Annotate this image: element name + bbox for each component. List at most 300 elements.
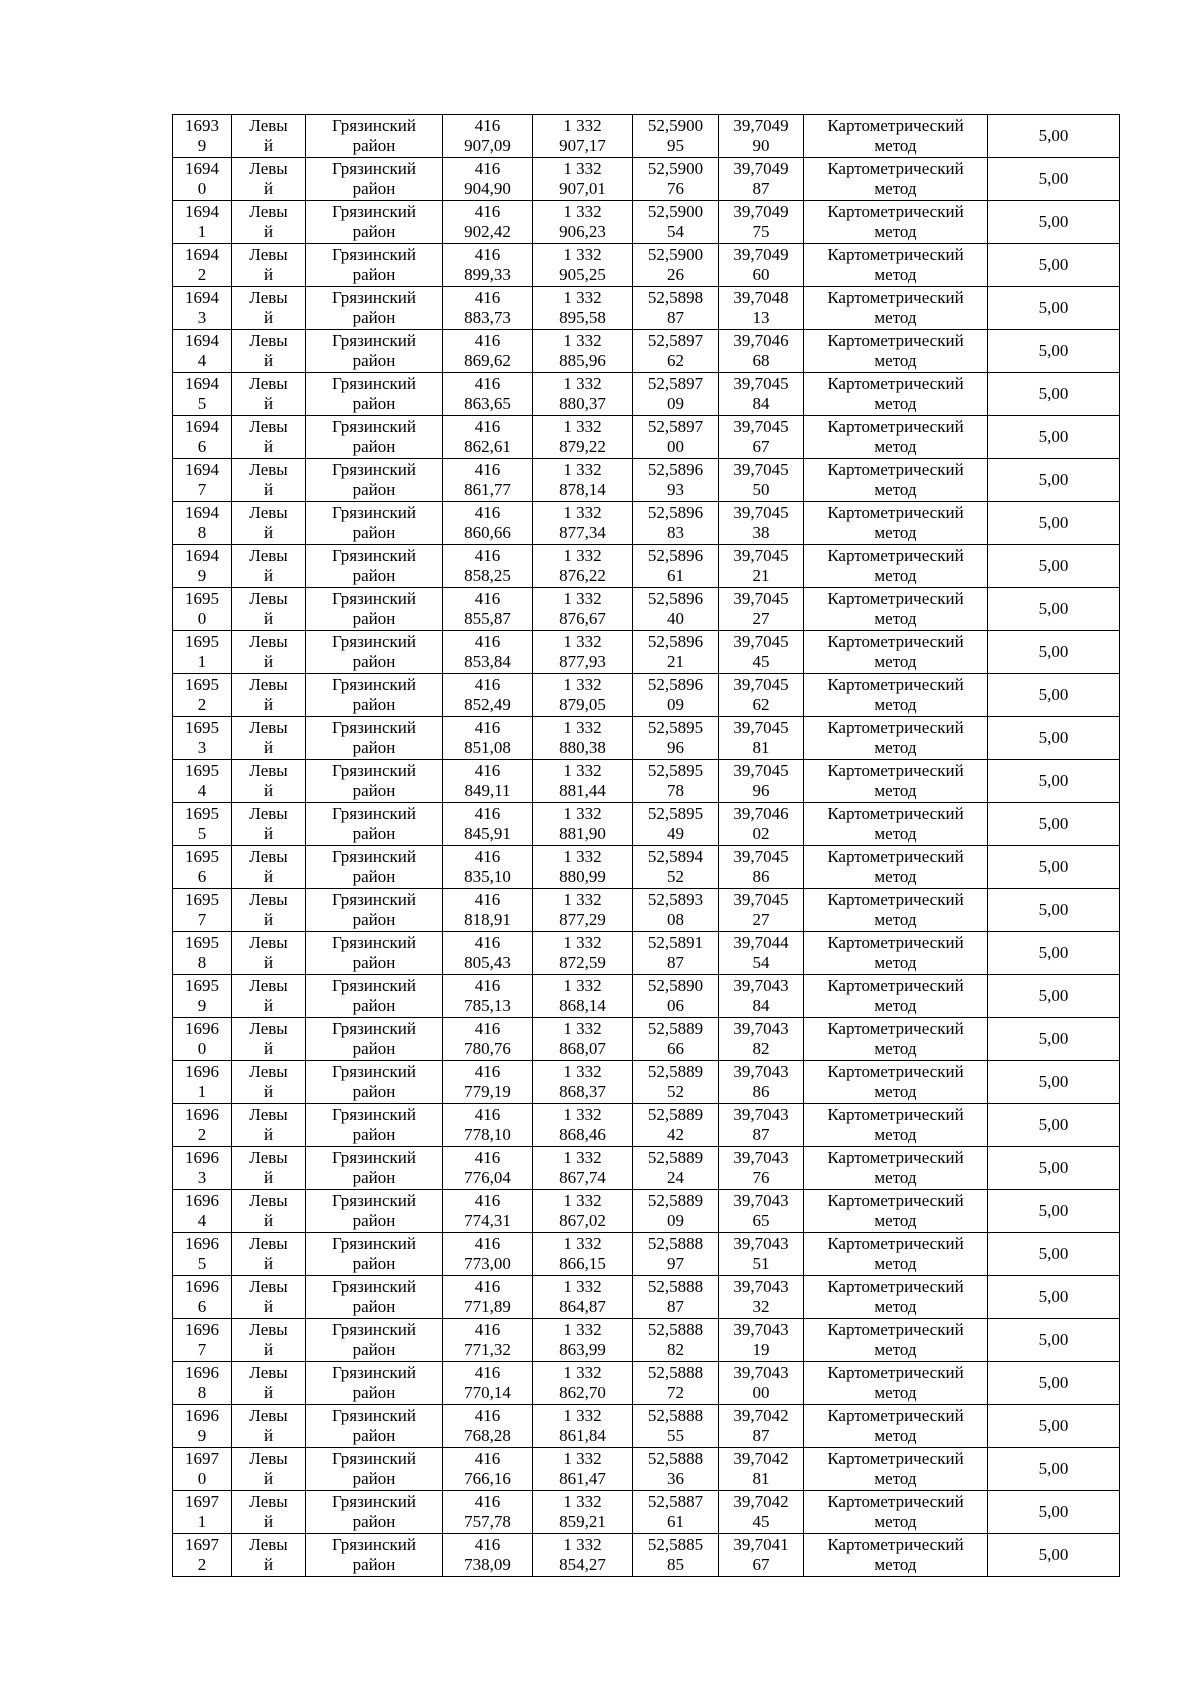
cell-text: 5,00: [1038, 1029, 1069, 1048]
cell-text: 416: [474, 804, 501, 823]
cell-text: 852,49: [464, 695, 511, 714]
cell-point-number: [173, 1319, 232, 1362]
cell-side: [232, 1104, 306, 1147]
cell-text: метод: [874, 222, 917, 241]
cell-text: 416: [474, 460, 501, 479]
cell-text: район: [352, 566, 396, 585]
cell-text: 13: [752, 308, 770, 327]
cell-text: 5,00: [1038, 986, 1069, 1005]
cell-y-coordinate: [533, 631, 633, 674]
cell-text: Левы: [249, 374, 288, 393]
cell-district: [306, 545, 443, 588]
cell-text: 52,5897: [647, 374, 704, 393]
cell-text: 5: [197, 1254, 207, 1273]
cell-point-number: [173, 717, 232, 760]
table-row: [173, 1276, 1120, 1319]
cell-point-number: [173, 803, 232, 846]
cell-text: Левы: [249, 1105, 288, 1124]
cell-text: 845,91: [464, 824, 511, 843]
coordinates-table: [172, 114, 1120, 1577]
cell-text: 39,7043: [733, 1062, 789, 1081]
cell-text: 1 332: [563, 1148, 602, 1167]
cell-method: [804, 588, 988, 631]
cell-text: район: [352, 910, 396, 929]
cell-text: 1 332: [563, 1406, 602, 1425]
cell-text: 1694: [185, 417, 219, 436]
cell-text: 872,59: [559, 953, 606, 972]
cell-method: [804, 674, 988, 717]
cell-text: й: [263, 1555, 274, 1574]
cell-latitude: [633, 846, 719, 889]
cell-text: район: [352, 1469, 396, 1488]
cell-text: 880,99: [559, 867, 606, 886]
cell-text: 75: [752, 222, 770, 241]
cell-text: 416: [474, 1406, 501, 1425]
cell-side: [232, 932, 306, 975]
cell-latitude: [633, 287, 719, 330]
cell-district: [306, 330, 443, 373]
table-row: [173, 459, 1120, 502]
cell-y-coordinate: [533, 416, 633, 459]
cell-text: 7: [197, 1340, 207, 1359]
cell-y-coordinate: [533, 1018, 633, 1061]
cell-text: 39,7046: [733, 804, 789, 823]
cell-side: [232, 416, 306, 459]
cell-x-coordinate: [443, 760, 533, 803]
cell-x-coordinate: [443, 502, 533, 545]
cell-text: 00: [667, 437, 684, 456]
cell-y-coordinate: [533, 932, 633, 975]
cell-text: Картометрический: [827, 890, 964, 909]
cell-text: Левы: [249, 1449, 288, 1468]
cell-x-coordinate: [443, 975, 533, 1018]
cell-text: 805,43: [464, 953, 511, 972]
cell-text: 6: [197, 437, 207, 456]
cell-longitude: [719, 244, 804, 287]
cell-text: 774,31: [464, 1211, 511, 1230]
cell-accuracy: [988, 545, 1120, 588]
cell-text: 757,78: [464, 1512, 511, 1531]
cell-text: 50: [752, 480, 770, 499]
cell-longitude: [719, 545, 804, 588]
cell-text: 907,17: [559, 136, 606, 155]
cell-method: [804, 1104, 988, 1147]
cell-text: 87: [752, 1125, 770, 1144]
cell-text: 52: [667, 867, 684, 886]
cell-longitude: [719, 1448, 804, 1491]
cell-accuracy: [988, 588, 1120, 631]
cell-text: 1697: [185, 1449, 219, 1468]
cell-text: 8: [197, 953, 207, 972]
cell-text: 416: [474, 761, 501, 780]
cell-text: й: [263, 1082, 274, 1101]
cell-text: 83: [667, 523, 684, 542]
cell-text: 2: [197, 1125, 207, 1144]
cell-side: [232, 1061, 306, 1104]
cell-text: й: [263, 1469, 274, 1488]
cell-district: [306, 674, 443, 717]
cell-text: метод: [874, 1211, 917, 1230]
cell-text: 1: [197, 1082, 207, 1101]
cell-point-number: [173, 1534, 232, 1577]
cell-text: Картометрический: [827, 1191, 964, 1210]
cell-accuracy: [988, 1276, 1120, 1319]
cell-text: Левы: [249, 589, 288, 608]
cell-text: 5,00: [1038, 1330, 1069, 1349]
cell-text: 1 332: [563, 933, 602, 952]
cell-text: Картометрический: [827, 546, 964, 565]
cell-text: Грязинский: [332, 847, 416, 866]
cell-method: [804, 846, 988, 889]
cell-text: метод: [874, 1340, 917, 1359]
cell-text: 771,32: [464, 1340, 511, 1359]
cell-longitude: [719, 459, 804, 502]
cell-text: район: [352, 1254, 396, 1273]
cell-text: метод: [874, 1168, 917, 1187]
cell-text: 1696: [185, 1191, 219, 1210]
cell-text: метод: [874, 1039, 917, 1058]
cell-x-coordinate: [443, 287, 533, 330]
cell-y-coordinate: [533, 287, 633, 330]
cell-text: Левы: [249, 116, 288, 135]
cell-text: 1695: [185, 761, 219, 780]
cell-text: 95: [667, 136, 684, 155]
cell-text: 39,7041: [733, 1535, 789, 1554]
cell-text: 67: [752, 1555, 770, 1574]
cell-x-coordinate: [443, 1276, 533, 1319]
cell-district: [306, 502, 443, 545]
cell-accuracy: [988, 803, 1120, 846]
cell-text: 416: [474, 1105, 501, 1124]
cell-text: 902,42: [464, 222, 511, 241]
cell-text: Грязинский: [332, 1492, 416, 1511]
cell-method: [804, 803, 988, 846]
cell-side: [232, 846, 306, 889]
cell-text: метод: [874, 1383, 917, 1402]
cell-text: 5,00: [1038, 943, 1069, 962]
cell-text: 1694: [185, 460, 219, 479]
cell-y-coordinate: [533, 975, 633, 1018]
cell-district: [306, 1405, 443, 1448]
cell-text: район: [352, 1125, 396, 1144]
cell-text: Картометрический: [827, 245, 964, 264]
cell-district: [306, 1061, 443, 1104]
cell-y-coordinate: [533, 158, 633, 201]
cell-side: [232, 1018, 306, 1061]
cell-text: 864,87: [559, 1297, 606, 1316]
cell-text: 860,66: [464, 523, 511, 542]
cell-district: [306, 588, 443, 631]
cell-text: 52,5896: [647, 675, 704, 694]
cell-y-coordinate: [533, 1061, 633, 1104]
cell-text: район: [352, 265, 396, 284]
cell-method: [804, 502, 988, 545]
cell-text: 1695: [185, 847, 219, 866]
cell-x-coordinate: [443, 1104, 533, 1147]
cell-text: 1: [197, 222, 207, 241]
cell-text: 416: [474, 331, 501, 350]
cell-latitude: [633, 1104, 719, 1147]
cell-accuracy: [988, 1491, 1120, 1534]
cell-text: Картометрический: [827, 1105, 964, 1124]
cell-text: й: [263, 1125, 274, 1144]
cell-text: 39,7045: [733, 417, 789, 436]
cell-text: 1 332: [563, 718, 602, 737]
cell-method: [804, 717, 988, 760]
cell-text: 1694: [185, 245, 219, 264]
cell-text: 5,00: [1038, 212, 1069, 231]
cell-text: 39,7045: [733, 546, 789, 565]
cell-text: Левы: [249, 1191, 288, 1210]
cell-text: Левы: [249, 331, 288, 350]
cell-text: 21: [752, 566, 770, 585]
cell-text: 1 332: [563, 976, 602, 995]
cell-text: 879,22: [559, 437, 606, 456]
cell-accuracy: [988, 631, 1120, 674]
cell-text: 84: [752, 996, 770, 1015]
cell-text: 1 332: [563, 804, 602, 823]
cell-x-coordinate: [443, 631, 533, 674]
table-row: [173, 1491, 1120, 1534]
cell-text: Грязинский: [332, 1320, 416, 1339]
cell-text: й: [263, 695, 274, 714]
cell-text: 8: [197, 1383, 207, 1402]
table-row: [173, 1233, 1120, 1276]
cell-text: 416: [474, 1148, 501, 1167]
cell-text: 9: [197, 996, 207, 1015]
cell-accuracy: [988, 760, 1120, 803]
cell-longitude: [719, 287, 804, 330]
cell-text: 19: [752, 1340, 770, 1359]
cell-text: 1 332: [563, 675, 602, 694]
cell-latitude: [633, 1491, 719, 1534]
cell-text: й: [263, 1211, 274, 1230]
cell-y-coordinate: [533, 115, 633, 158]
cell-text: 81: [752, 738, 770, 757]
cell-text: й: [263, 222, 274, 241]
cell-text: 868,14: [559, 996, 606, 1015]
cell-text: 5,00: [1038, 771, 1069, 790]
cell-text: 4: [197, 1211, 207, 1230]
cell-text: 52,5896: [647, 546, 704, 565]
cell-longitude: [719, 1491, 804, 1534]
cell-text: Левы: [249, 933, 288, 952]
cell-text: метод: [874, 566, 917, 585]
cell-text: 877,29: [559, 910, 606, 929]
cell-text: 39,7043: [733, 976, 789, 995]
cell-text: район: [352, 1082, 396, 1101]
cell-longitude: [719, 846, 804, 889]
cell-y-coordinate: [533, 330, 633, 373]
cell-text: 39,7048: [733, 288, 789, 307]
cell-text: 863,99: [559, 1340, 606, 1359]
cell-text: 416: [474, 1062, 501, 1081]
cell-accuracy: [988, 502, 1120, 545]
cell-text: й: [263, 1168, 274, 1187]
cell-text: 416: [474, 718, 501, 737]
cell-text: 1 332: [563, 417, 602, 436]
cell-accuracy: [988, 1018, 1120, 1061]
cell-side: [232, 1362, 306, 1405]
cell-district: [306, 244, 443, 287]
cell-longitude: [719, 760, 804, 803]
cell-text: 854,27: [559, 1555, 606, 1574]
cell-text: метод: [874, 867, 917, 886]
cell-text: Картометрический: [827, 460, 964, 479]
cell-text: 5,00: [1038, 1459, 1069, 1478]
cell-x-coordinate: [443, 201, 533, 244]
cell-text: 78: [667, 781, 684, 800]
cell-text: 52,5894: [647, 847, 704, 866]
cell-text: 1 332: [563, 1277, 602, 1296]
cell-text: 785,13: [464, 996, 511, 1015]
cell-text: 416: [474, 159, 501, 178]
cell-text: 5,00: [1038, 341, 1069, 360]
cell-text: район: [352, 996, 396, 1015]
cell-text: 76: [752, 1168, 770, 1187]
cell-side: [232, 1448, 306, 1491]
cell-text: 5,00: [1038, 1416, 1069, 1435]
cell-text: 906,23: [559, 222, 606, 241]
cell-point-number: [173, 1362, 232, 1405]
cell-y-coordinate: [533, 201, 633, 244]
cell-x-coordinate: [443, 846, 533, 889]
cell-district: [306, 760, 443, 803]
table-row: [173, 545, 1120, 588]
cell-method: [804, 631, 988, 674]
cell-text: метод: [874, 1254, 917, 1273]
cell-point-number: [173, 1147, 232, 1190]
cell-district: [306, 158, 443, 201]
cell-point-number: [173, 244, 232, 287]
cell-text: 5,00: [1038, 1244, 1069, 1263]
cell-x-coordinate: [443, 588, 533, 631]
cell-text: Картометрический: [827, 1406, 964, 1425]
cell-method: [804, 158, 988, 201]
cell-side: [232, 1276, 306, 1319]
cell-latitude: [633, 416, 719, 459]
cell-text: 1694: [185, 374, 219, 393]
cell-text: 1 332: [563, 890, 602, 909]
cell-text: метод: [874, 1555, 917, 1574]
cell-text: 45: [752, 652, 770, 671]
cell-text: Левы: [249, 245, 288, 264]
cell-text: район: [352, 1340, 396, 1359]
cell-y-coordinate: [533, 1405, 633, 1448]
cell-text: 7: [197, 480, 207, 499]
cell-text: 5,00: [1038, 255, 1069, 274]
cell-text: 1695: [185, 933, 219, 952]
cell-text: Грязинский: [332, 718, 416, 737]
cell-point-number: [173, 1448, 232, 1491]
cell-text: 1 332: [563, 374, 602, 393]
cell-text: 39,7046: [733, 331, 789, 350]
cell-text: 36: [667, 1469, 684, 1488]
table-row: [173, 1147, 1120, 1190]
cell-text: 416: [474, 847, 501, 866]
cell-text: й: [263, 953, 274, 972]
cell-text: Левы: [249, 1363, 288, 1382]
cell-text: 2: [197, 695, 207, 714]
cell-longitude: [719, 932, 804, 975]
cell-text: 96: [667, 738, 684, 757]
cell-text: 5: [197, 824, 207, 843]
cell-y-coordinate: [533, 1491, 633, 1534]
cell-y-coordinate: [533, 717, 633, 760]
cell-x-coordinate: [443, 1534, 533, 1577]
cell-accuracy: [988, 1405, 1120, 1448]
cell-y-coordinate: [533, 674, 633, 717]
cell-longitude: [719, 803, 804, 846]
cell-text: 1694: [185, 331, 219, 350]
cell-text: 52,5889: [647, 1148, 704, 1167]
cell-text: 416: [474, 546, 501, 565]
cell-text: 1 332: [563, 589, 602, 608]
cell-text: 768,28: [464, 1426, 511, 1445]
cell-text: 52,5893: [647, 890, 704, 909]
cell-latitude: [633, 631, 719, 674]
cell-text: Картометрический: [827, 417, 964, 436]
table-row: [173, 1448, 1120, 1491]
cell-text: 771,89: [464, 1297, 511, 1316]
cell-point-number: [173, 158, 232, 201]
cell-text: Левы: [249, 1320, 288, 1339]
cell-text: 97: [667, 1254, 684, 1273]
cell-text: 39,7042: [733, 1449, 789, 1468]
cell-text: 52,5896: [647, 503, 704, 522]
cell-text: 1 332: [563, 1062, 602, 1081]
cell-text: 85: [667, 1555, 684, 1574]
cell-point-number: [173, 975, 232, 1018]
cell-text: 1 332: [563, 1191, 602, 1210]
cell-text: район: [352, 179, 396, 198]
cell-text: метод: [874, 609, 917, 628]
cell-text: Грязинский: [332, 1148, 416, 1167]
cell-text: 1696: [185, 1277, 219, 1296]
cell-text: 7: [197, 910, 207, 929]
cell-method: [804, 1276, 988, 1319]
cell-text: 416: [474, 417, 501, 436]
cell-x-coordinate: [443, 1018, 533, 1061]
cell-text: район: [352, 695, 396, 714]
cell-text: 905,25: [559, 265, 606, 284]
cell-text: 780,76: [464, 1039, 511, 1058]
cell-x-coordinate: [443, 1448, 533, 1491]
cell-method: [804, 1233, 988, 1276]
cell-text: Грязинский: [332, 1105, 416, 1124]
cell-district: [306, 373, 443, 416]
cell-text: 3: [197, 1168, 207, 1187]
cell-point-number: [173, 631, 232, 674]
cell-method: [804, 1362, 988, 1405]
cell-text: 3: [197, 738, 207, 757]
cell-accuracy: [988, 1190, 1120, 1233]
cell-text: 54: [667, 222, 684, 241]
cell-text: район: [352, 1512, 396, 1531]
cell-text: Грязинский: [332, 245, 416, 264]
cell-text: 416: [474, 116, 501, 135]
cell-accuracy: [988, 1233, 1120, 1276]
cell-text: 39,7043: [733, 1019, 789, 1038]
cell-side: [232, 330, 306, 373]
table-row: [173, 1018, 1120, 1061]
cell-side: [232, 502, 306, 545]
cell-text: район: [352, 1297, 396, 1316]
cell-accuracy: [988, 416, 1120, 459]
cell-accuracy: [988, 287, 1120, 330]
cell-text: 09: [667, 695, 684, 714]
cell-side: [232, 1233, 306, 1276]
